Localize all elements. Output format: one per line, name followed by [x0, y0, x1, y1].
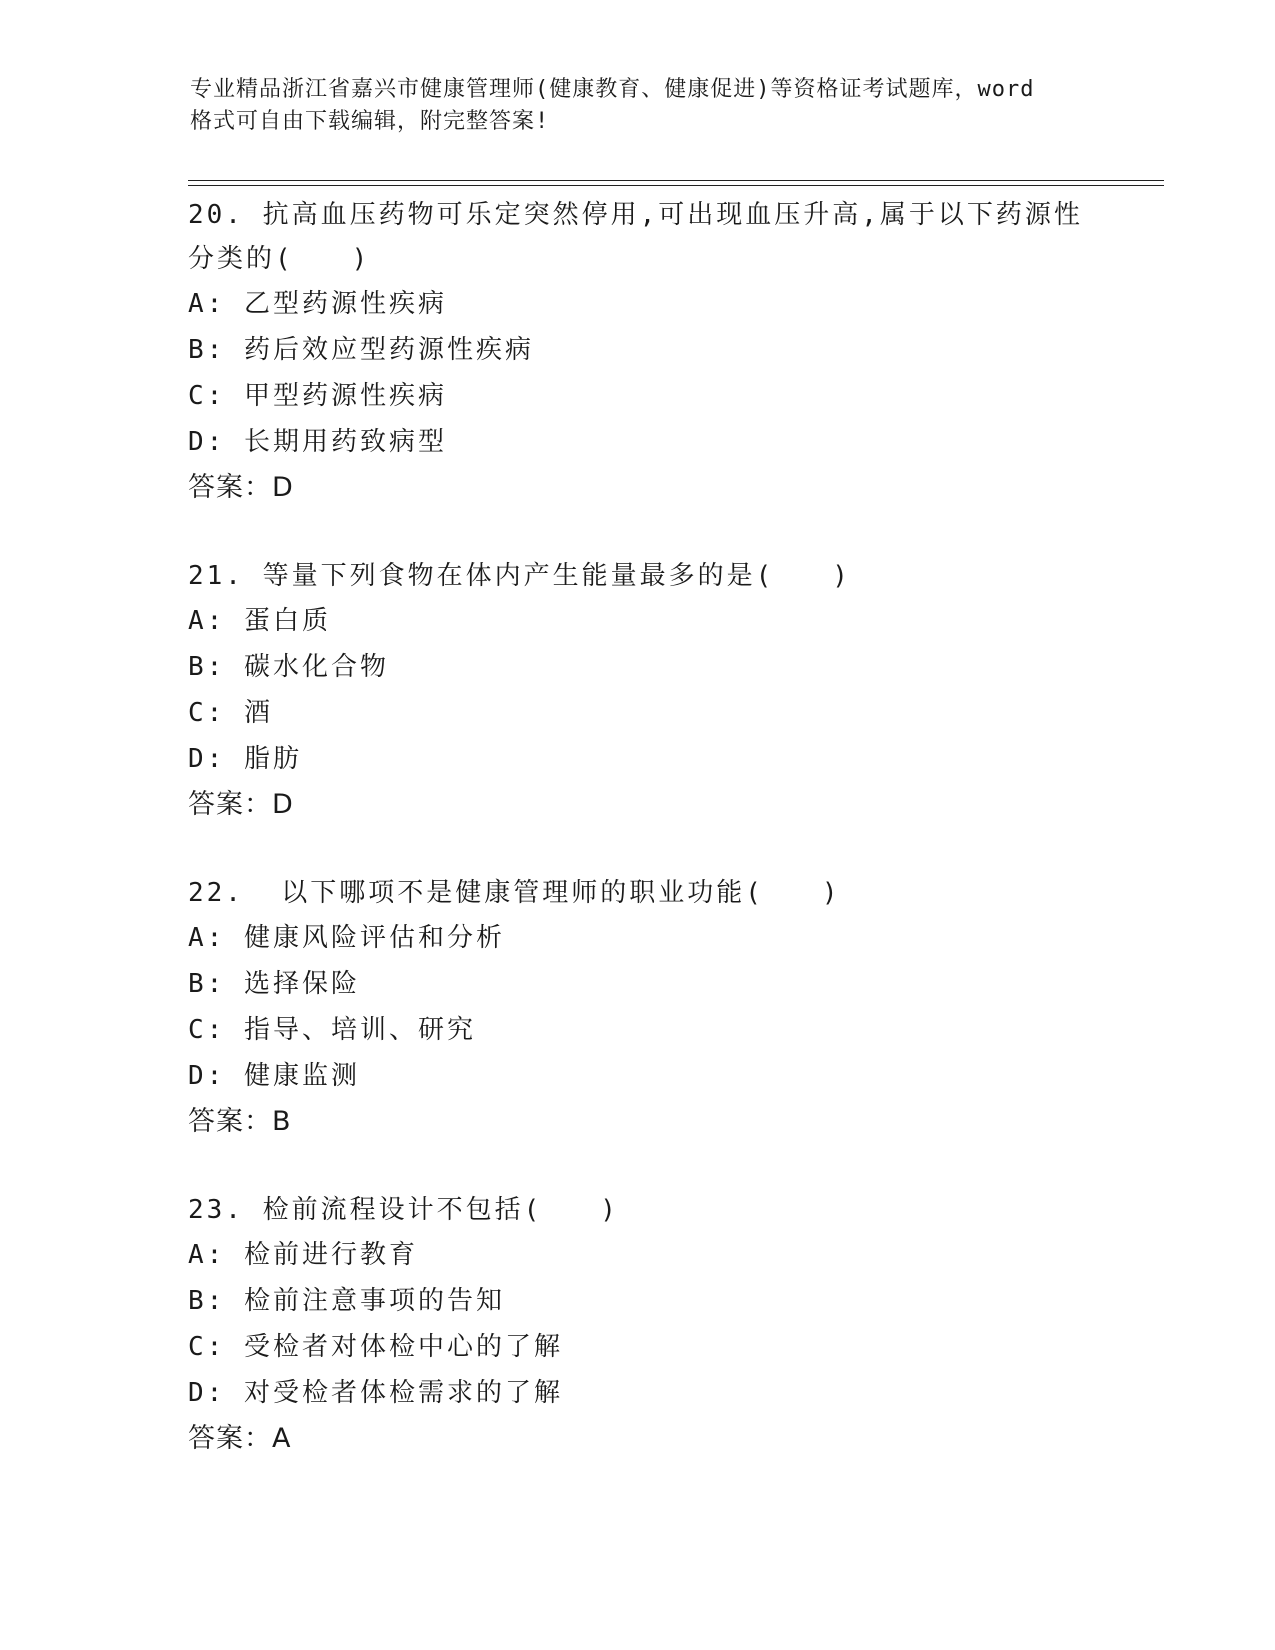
option-c: C: 指导、培训、研究 — [188, 1015, 476, 1045]
option-a: A: 蛋白质 — [188, 606, 331, 636]
option-a: A: 乙型药源性疾病 — [188, 289, 447, 319]
question-stem: 23. 检前流程设计不包括( ) — [188, 1195, 619, 1225]
question-list — [188, 193, 1088, 1505]
header-line-2: 格式可自由下载编辑，附完整答案! — [190, 109, 550, 134]
option-c: C: 酒 — [188, 698, 273, 728]
header-divider-bottom — [188, 185, 1164, 186]
option-d: D: 长期用药致病型 — [188, 427, 447, 457]
question-stem: 21. 等量下列食物在体内产生能量最多的是( ) — [188, 561, 851, 591]
option-b: B: 碳水化合物 — [188, 652, 389, 682]
option-b: B: 检前注意事项的告知 — [188, 1286, 505, 1316]
option-d: D: 脂肪 — [188, 744, 302, 774]
option-b: B: 药后效应型药源性疾病 — [188, 335, 534, 365]
option-c: C: 受检者对体检中心的了解 — [188, 1332, 563, 1362]
question-stem: 20. 抗高血压药物可乐定突然停用,可出现血压升高,属于以下药源性 — [188, 200, 1083, 230]
question-23 — [188, 1188, 1088, 1462]
option-d: D: 对受检者体检需求的了解 — [188, 1378, 563, 1408]
header-divider-top — [188, 180, 1164, 181]
answer: 答案：B — [188, 1106, 292, 1137]
answer: 答案：A — [188, 1423, 292, 1454]
option-d: D: 健康监测 — [188, 1061, 360, 1091]
option-a: A: 检前进行教育 — [188, 1240, 418, 1270]
answer: 答案：D — [188, 789, 294, 820]
question-22 — [188, 871, 1088, 1145]
question-stem-continued: 分类的( ) — [188, 244, 371, 274]
question-stem: 22. 以下哪项不是健康管理师的职业功能( ) — [188, 878, 841, 908]
question-20 — [188, 193, 1088, 511]
option-a: A: 健康风险评估和分析 — [188, 923, 505, 953]
header-line-1: 专业精品浙江省嘉兴市健康管理师(健康教育、健康促进)等资格证考试题库，word — [190, 77, 1035, 102]
document-header — [190, 74, 1110, 138]
question-21 — [188, 554, 1088, 828]
answer: 答案：D — [188, 472, 294, 503]
option-c: C: 甲型药源性疾病 — [188, 381, 447, 411]
option-b: B: 选择保险 — [188, 969, 360, 999]
